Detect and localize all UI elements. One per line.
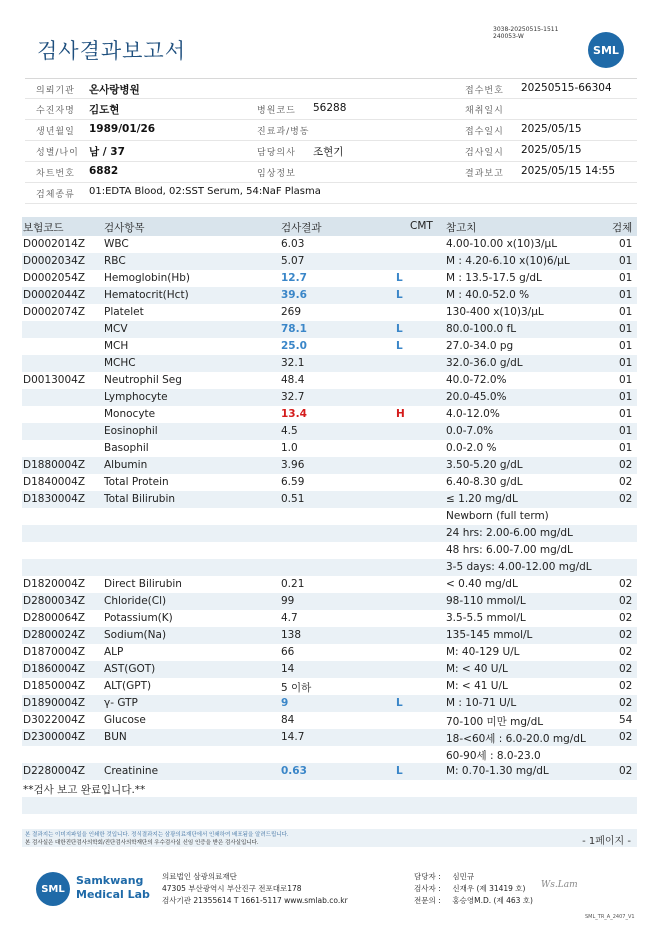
report-date-label: 결과보고 — [465, 169, 504, 179]
specialist-value: 홍승영M.D. (제 463 호) — [452, 896, 533, 905]
test-name: Hemoglobin(Hb) — [104, 272, 191, 284]
specimen-code: 01 — [619, 238, 633, 250]
header-cmt: CMT — [410, 220, 433, 232]
specimen-label: 검체종류 — [36, 190, 75, 200]
patient-label: 수진자명 — [36, 106, 75, 116]
insurance-code: D0013004Z — [23, 374, 86, 386]
table-row — [22, 559, 637, 576]
table-row — [22, 321, 637, 338]
collect-date-label: 채취일시 — [465, 106, 504, 116]
specimen-code: 01 — [619, 442, 633, 454]
info-row — [25, 99, 637, 120]
table-row — [22, 797, 637, 814]
test-value: 14 — [281, 663, 295, 675]
table-row — [22, 712, 637, 729]
test-value: 6.59 — [281, 476, 305, 488]
disclaimer-line2: 본 검사실은 대한진단검사의학회/진단검사의학재단의 우수검사실 신임 인증을 받은 검사실입니다. — [25, 840, 259, 846]
table-row — [22, 423, 637, 440]
test-value: 9 — [281, 697, 289, 709]
birth-value: 1989/01/26 — [89, 123, 156, 135]
table-row — [22, 763, 637, 780]
table-row — [22, 644, 637, 661]
hospital-code-label: 병원코드 — [257, 106, 296, 116]
reference-range: M : 40.0-52.0 % — [446, 289, 530, 301]
specimen-code: 02 — [619, 697, 633, 709]
footer-org — [162, 871, 348, 907]
brand-line2: Medical Lab — [76, 888, 150, 901]
test-name: MCV — [104, 323, 128, 335]
page-number: - 1페이지 - — [582, 836, 631, 847]
cmt-flag: L — [396, 765, 403, 777]
info-row — [25, 183, 637, 204]
reference-range: 4.0-12.0% — [446, 408, 500, 420]
cmt-flag: L — [396, 323, 403, 335]
specimen-code: 01 — [619, 306, 633, 318]
hospital-code-value: 56288 — [313, 102, 347, 114]
disclaimer — [22, 829, 637, 847]
page-title: 검사결과보고서 — [37, 39, 187, 63]
disclaimer-line1: 본 결과지는 이미지파일을 인쇄한 것입니다. 정식결과지는 삼광의료재단에서 인쇄하여 배포됨을 알려드립니다. — [25, 832, 289, 838]
org-name: 의료법인 삼광의료재단 — [162, 872, 237, 881]
reference-range: 0.0-2.0 % — [446, 442, 497, 454]
table-row — [22, 746, 637, 763]
header-code: 보험코드 — [23, 222, 64, 234]
test-value: 25.0 — [281, 340, 307, 352]
test-value: 0.51 — [281, 493, 305, 505]
specimen-code: 02 — [619, 629, 633, 641]
clinical-label: 임상정보 — [257, 169, 296, 179]
info-row — [25, 78, 637, 99]
reference-range: 98-110 mmol/L — [446, 595, 526, 607]
org-contact: 검사기관 21355614 T 1661-5117 www.smlab.co.kr — [162, 896, 348, 905]
table-row — [22, 253, 637, 270]
reference-range: 20.0-45.0% — [446, 391, 507, 403]
table-row — [22, 491, 637, 508]
test-value: 269 — [281, 306, 302, 318]
reference-range: 24 hrs: 2.00-6.00 mg/dL — [446, 527, 573, 539]
info-row — [25, 120, 637, 141]
table-row — [22, 576, 637, 593]
table-row — [22, 389, 637, 406]
chart-no-label: 차트번호 — [36, 169, 75, 179]
insurance-code: D2280004Z — [23, 765, 86, 777]
receipt-date-label: 접수일시 — [465, 127, 504, 137]
signature: Ws.Lam — [541, 880, 578, 890]
test-value: 138 — [281, 629, 302, 641]
test-name: Creatinine — [104, 765, 159, 777]
test-name: Total Protein — [104, 476, 169, 488]
table-row — [22, 593, 637, 610]
reference-range: 27.0-34.0 pg — [446, 340, 514, 352]
cmt-flag: H — [396, 408, 405, 420]
dept-label: 진료과/병동 — [257, 127, 310, 137]
reference-range: Newborn (full term) — [446, 510, 549, 522]
test-name: Eosinophil — [104, 425, 158, 437]
test-name: MCHC — [104, 357, 136, 369]
table-row — [22, 661, 637, 678]
test-name: Albumin — [104, 459, 148, 471]
specimen-code: 02 — [619, 680, 633, 692]
cmt-flag: L — [396, 289, 403, 301]
table-row — [22, 627, 637, 644]
specimen-code: 02 — [619, 612, 633, 624]
test-value: 66 — [281, 646, 295, 658]
specimen-code: 02 — [619, 731, 633, 743]
test-name: Platelet — [104, 306, 144, 318]
test-value: 4.5 — [281, 425, 298, 437]
table-row — [22, 542, 637, 559]
reference-range: 80.0-100.0 fL — [446, 323, 517, 335]
reference-range: 40.0-72.0% — [446, 374, 507, 386]
test-date-value: 2025/05/15 — [521, 144, 582, 156]
test-name: Chloride(Cl) — [104, 595, 167, 607]
specimen-code: 01 — [619, 289, 633, 301]
insurance-code: D3022004Z — [23, 714, 86, 726]
specimen-code: 02 — [619, 459, 633, 471]
test-value: 6.03 — [281, 238, 305, 250]
test-value: 13.4 — [281, 408, 307, 420]
test-name: Total Bilirubin — [104, 493, 176, 505]
reference-range: M: 40-129 U/L — [446, 646, 520, 658]
specimen-code: 02 — [619, 493, 633, 505]
tester-label: 검사자 : — [414, 884, 441, 893]
footer-brand — [76, 874, 150, 902]
test-value: 5.07 — [281, 255, 305, 267]
insurance-code: D1840004Z — [23, 476, 86, 488]
reference-range: 70-100 미만 mg/dL — [446, 716, 544, 728]
reference-range: 48 hrs: 6.00-7.00 mg/dL — [446, 544, 573, 556]
patient-value: 김도현 — [89, 104, 120, 116]
results-table — [22, 217, 637, 814]
cmt-flag: L — [396, 272, 403, 284]
reference-range: M : 10-71 U/L — [446, 697, 517, 709]
test-name: MCH — [104, 340, 129, 352]
reference-range: 4.00-10.00 x(10)3/µL — [446, 238, 558, 250]
specimen-code: 02 — [619, 765, 633, 777]
report-code-line2: 240053-W — [493, 33, 524, 40]
insurance-code: D0002014Z — [23, 238, 86, 250]
test-value: 78.1 — [281, 323, 307, 335]
reference-range: M : 4.20-6.10 x(10)6/µL — [446, 255, 570, 267]
sml-footer-logo-icon: SML — [36, 872, 70, 906]
insurance-code: D0002074Z — [23, 306, 86, 318]
test-date-label: 검사일시 — [465, 148, 504, 158]
test-name: BUN — [104, 731, 127, 743]
insurance-code: **검사 보고 완료입니다.** — [23, 784, 146, 796]
specimen-code: 02 — [619, 595, 633, 607]
test-value: 5 이하 — [281, 682, 312, 694]
reference-range: 130-400 x(10)3/µL — [446, 306, 544, 318]
insurance-code: D2800034Z — [23, 595, 86, 607]
table-row — [22, 287, 637, 304]
test-value: 3.96 — [281, 459, 305, 471]
table-row — [22, 457, 637, 474]
receipt-no-label: 접수번호 — [465, 86, 504, 96]
doctor-value: 조현기 — [313, 146, 344, 158]
test-name: γ- GTP — [104, 697, 138, 709]
table-row — [22, 304, 637, 321]
specimen-code: 01 — [619, 255, 633, 267]
test-value: 4.7 — [281, 612, 298, 624]
insurance-code: D2300004Z — [23, 731, 86, 743]
hospital-value: 온사랑병원 — [89, 84, 140, 96]
sml-logo-icon: SML — [588, 32, 624, 68]
specimen-code: 02 — [619, 646, 633, 658]
header-spec: 검체 — [612, 222, 633, 234]
insurance-code: D1850004Z — [23, 680, 86, 692]
test-value: 12.7 — [281, 272, 307, 284]
reference-range: 32.0-36.0 g/dL — [446, 357, 523, 369]
test-name: AST(GOT) — [104, 663, 156, 675]
document-id: SML_TR_A_2407_V1 — [585, 914, 635, 920]
specimen-code: 54 — [619, 714, 633, 726]
test-name: Sodium(Na) — [104, 629, 167, 641]
test-value: 14.7 — [281, 731, 305, 743]
test-name: RBC — [104, 255, 126, 267]
test-value: 84 — [281, 714, 295, 726]
footer-staff — [414, 871, 533, 907]
header-ref: 참고치 — [446, 222, 477, 234]
reference-range: < 0.40 mg/dL — [446, 578, 518, 590]
tester-value: 신재우 (제 31419 호) — [452, 884, 526, 893]
reference-range: ≤ 1.20 mg/dL — [446, 493, 518, 505]
reference-range: 6.40-8.30 g/dL — [446, 476, 523, 488]
sex-age-label: 성별/나이 — [36, 148, 79, 158]
test-value: 0.21 — [281, 578, 305, 590]
reference-range: 0.0-7.0% — [446, 425, 494, 437]
cmt-flag: L — [396, 340, 403, 352]
test-name: Neutrophil Seg — [104, 374, 182, 386]
person-value: 심민규 — [452, 872, 475, 881]
reference-range: M: < 41 U/L — [446, 680, 508, 692]
insurance-code: D1880004Z — [23, 459, 86, 471]
table-row — [22, 678, 637, 695]
specimen-code: 01 — [619, 323, 633, 335]
test-name: Lymphocyte — [104, 391, 168, 403]
patient-info — [25, 78, 637, 204]
test-name: Direct Bilirubin — [104, 578, 182, 590]
specimen-code: 02 — [619, 663, 633, 675]
reference-range: 18-<60세 : 6.0-20.0 mg/dL — [446, 733, 586, 745]
reference-range: 60-90세 : 8.0-23.0 — [446, 750, 541, 762]
reference-range: 135-145 mmol/L — [446, 629, 533, 641]
insurance-code: D1830004Z — [23, 493, 86, 505]
test-value: 39.6 — [281, 289, 307, 301]
table-row — [22, 338, 637, 355]
specimen-code: 01 — [619, 272, 633, 284]
reference-range: M: 0.70-1.30 mg/dL — [446, 765, 549, 777]
info-row — [25, 141, 637, 162]
insurance-code: D0002044Z — [23, 289, 86, 301]
test-name: ALP — [104, 646, 124, 658]
chart-no-value: 6882 — [89, 165, 119, 177]
sex-age-value: 남 / 37 — [89, 146, 125, 158]
insurance-code: D0002034Z — [23, 255, 86, 267]
org-address: 47305 부산광역시 부산진구 전포대로178 — [162, 884, 302, 893]
test-name: Basophil — [104, 442, 149, 454]
specimen-code: 02 — [619, 578, 633, 590]
receipt-date-value: 2025/05/15 — [521, 123, 582, 135]
report-code — [493, 26, 558, 40]
insurance-code: D2800064Z — [23, 612, 86, 624]
table-row — [22, 610, 637, 627]
specimen-code: 01 — [619, 408, 633, 420]
reference-range: 3-5 days: 4.00-12.00 mg/dL — [446, 561, 592, 573]
cmt-flag: L — [396, 697, 403, 709]
info-row — [25, 162, 637, 183]
specimen-code: 01 — [619, 357, 633, 369]
specimen-code: 01 — [619, 391, 633, 403]
insurance-code: D2800024Z — [23, 629, 86, 641]
specimen-code: 01 — [619, 340, 633, 352]
results-header — [22, 217, 637, 236]
insurance-code: D1870004Z — [23, 646, 86, 658]
reference-range: 3.5-5.5 mmol/L — [446, 612, 526, 624]
reference-range: M: < 40 U/L — [446, 663, 508, 675]
test-name: Monocyte — [104, 408, 156, 420]
report-date-value: 2025/05/15 14:55 — [521, 165, 616, 177]
results-body — [22, 236, 637, 814]
specimen-code: 01 — [619, 425, 633, 437]
table-row — [22, 525, 637, 542]
table-row — [22, 729, 637, 746]
test-value: 0.63 — [281, 765, 307, 777]
report-code-line1: 3038-20250515-1511 — [493, 26, 559, 33]
insurance-code: D1890004Z — [23, 697, 86, 709]
table-row — [22, 406, 637, 423]
table-row — [22, 236, 637, 253]
specialist-label: 전문의 : — [414, 896, 441, 905]
test-value: 1.0 — [281, 442, 298, 454]
insurance-code: D1860004Z — [23, 663, 86, 675]
header-name: 검사항목 — [104, 222, 145, 234]
insurance-code: D1820004Z — [23, 578, 86, 590]
table-row — [22, 780, 637, 797]
test-name: Hematocrit(Hct) — [104, 289, 189, 301]
birth-label: 생년월일 — [36, 127, 75, 137]
hospital-label: 의뢰기관 — [36, 86, 75, 96]
specimen-code: 02 — [619, 476, 633, 488]
person-label: 담당자 : — [414, 872, 441, 881]
receipt-no-value: 20250515-66304 — [521, 82, 612, 94]
table-row — [22, 372, 637, 389]
reference-range: M : 13.5-17.5 g/dL — [446, 272, 542, 284]
test-value: 48.4 — [281, 374, 305, 386]
brand-line1: Samkwang — [76, 874, 144, 887]
test-name: Glucose — [104, 714, 146, 726]
table-row — [22, 474, 637, 491]
header-value: 검사결과 — [281, 222, 322, 234]
insurance-code: D0002054Z — [23, 272, 86, 284]
test-name: WBC — [104, 238, 129, 250]
table-row — [22, 355, 637, 372]
table-row — [22, 508, 637, 525]
test-name: ALT(GPT) — [104, 680, 152, 692]
test-name: Potassium(K) — [104, 612, 173, 624]
reference-range: 3.50-5.20 g/dL — [446, 459, 523, 471]
specimen-code: 01 — [619, 374, 633, 386]
test-value: 32.7 — [281, 391, 305, 403]
specimen-value: 01:EDTA Blood, 02:SST Serum, 54:NaF Plasma — [89, 186, 321, 197]
test-value: 99 — [281, 595, 295, 607]
table-row — [22, 440, 637, 457]
table-row — [22, 270, 637, 287]
doctor-label: 담당의사 — [257, 148, 296, 158]
table-row — [22, 695, 637, 712]
test-value: 32.1 — [281, 357, 305, 369]
